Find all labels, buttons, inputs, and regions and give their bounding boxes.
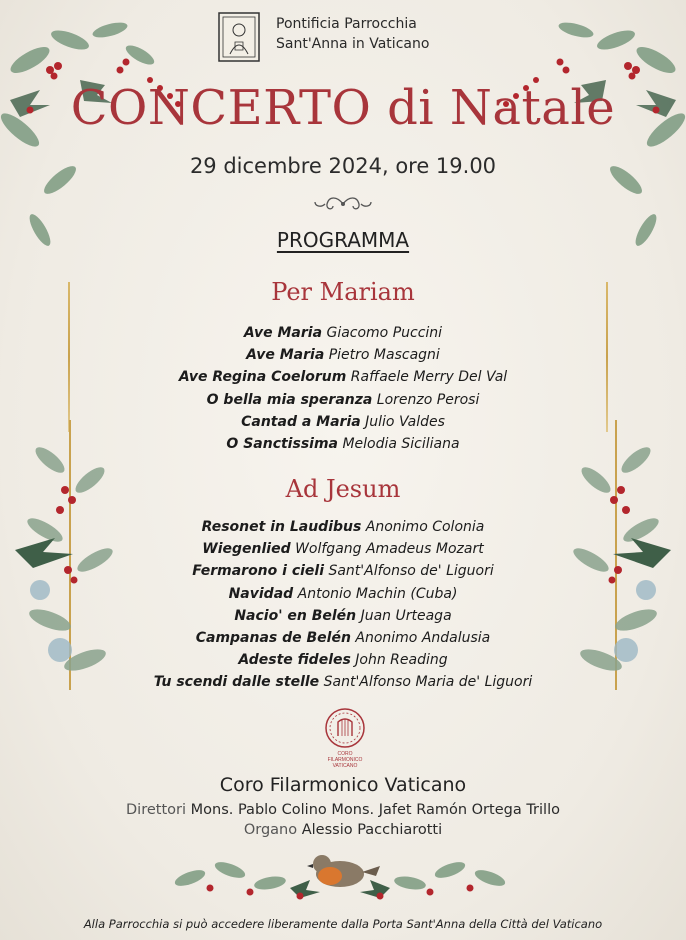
piece-list-ad-jesum [0, 516, 686, 694]
piece-composer: Sant'Alfonso de' Liguori [328, 563, 494, 580]
organist-name: Alessio Pacchiarotti [301, 822, 443, 838]
organ-line [0, 822, 686, 838]
piece-composer: Juan Urteaga [360, 607, 452, 624]
program-piece [0, 516, 686, 538]
piece-title: O bella mia speranza [206, 391, 373, 408]
choir-logo-line-3: VATICANO [332, 763, 358, 769]
piece-title: Wiegenlied [202, 541, 291, 558]
programma-heading: PROGRAMMA [276, 228, 410, 252]
piece-title: Nacio' en Belén [234, 607, 357, 624]
piece-title: Ave Maria [243, 325, 323, 341]
concert-title: CONCERTO di Natale [70, 80, 616, 136]
piece-composer: Julio Valdes [365, 413, 445, 430]
program-piece [0, 671, 686, 693]
program-piece [0, 344, 686, 366]
piece-list-per-mariam [0, 322, 686, 455]
holly-garland-bottom [170, 848, 510, 908]
piece-composer: Giacomo Puccini [326, 325, 443, 341]
program-piece [0, 433, 686, 455]
piece-composer: Raffaele Merry Del Val [350, 369, 508, 386]
choir-logo-line-2: FILARMONICO [327, 757, 363, 763]
program-piece [0, 538, 686, 560]
piece-title: Tu scendi dalle stelle [153, 674, 320, 691]
piece-composer: Antonio Machin (Cuba) [297, 585, 458, 602]
piece-composer: John Reading [355, 652, 448, 669]
piece-title: Ave Maria [246, 347, 325, 364]
concert-date: 29 dicembre 2024, ore 19.00 [189, 154, 497, 178]
program-piece [0, 389, 686, 411]
robin-bird [307, 855, 380, 887]
piece-title: Ave Regina Coelorum [178, 369, 347, 386]
piece-composer: Lorenzo Perosi [376, 391, 480, 408]
choir-logo-line-1: CORO [337, 751, 353, 757]
section-heading-ad-jesum: Ad Jesum [285, 475, 401, 503]
piece-composer: Pietro Mascagni [328, 347, 440, 364]
section-heading-per-mariam: Per Mariam [271, 278, 415, 306]
piece-title: Navidad [228, 585, 294, 602]
organ-label: Organo [243, 822, 298, 838]
piece-title: Campanas de Belén [195, 630, 351, 647]
parish-name [276, 14, 429, 54]
parish-line-2: Sant'Anna in Vaticano [276, 36, 430, 52]
program-piece [0, 366, 686, 388]
choir-name: Coro Filarmonico Vaticano [219, 774, 467, 796]
piece-title: Fermarono i cieli [192, 563, 325, 580]
choir-logo-icon [322, 706, 368, 772]
piece-composer: Anonimo Colonia [365, 519, 485, 535]
program-piece [0, 560, 686, 582]
piece-title: O Sanctissima [226, 436, 338, 453]
program-piece [0, 583, 686, 605]
piece-composer: Sant'Alfonso Maria de' Liguori [323, 674, 533, 691]
directors-label: Direttori [126, 802, 187, 818]
program-piece [0, 649, 686, 671]
program-piece [0, 411, 686, 433]
piece-title: Cantad a Maria [241, 413, 361, 430]
piece-title: Resonet in Laudibus [201, 519, 362, 535]
piece-composer: Anonimo Andalusia [355, 630, 491, 647]
piece-composer: Wolfgang Amadeus Mozart [295, 541, 484, 558]
parish-line-1: Pontificia Parrocchia [276, 16, 417, 32]
piece-composer: Melodia Siciliana [342, 436, 460, 453]
directors-line [0, 802, 686, 818]
program-piece [0, 605, 686, 627]
piece-title: Adeste fideles [238, 652, 351, 669]
program-piece [0, 322, 686, 344]
access-note: Alla Parrocchia si può accedere liberamente dalla Porta Sant'Anna della Città del Vaticano [83, 917, 603, 931]
program-piece [0, 627, 686, 649]
parish-seal-icon [218, 12, 260, 62]
scroll-ornament-icon [313, 193, 373, 215]
directors-names: Mons. Pablo Colino Mons. Jafet Ramón Ortega Trillo [190, 802, 560, 818]
